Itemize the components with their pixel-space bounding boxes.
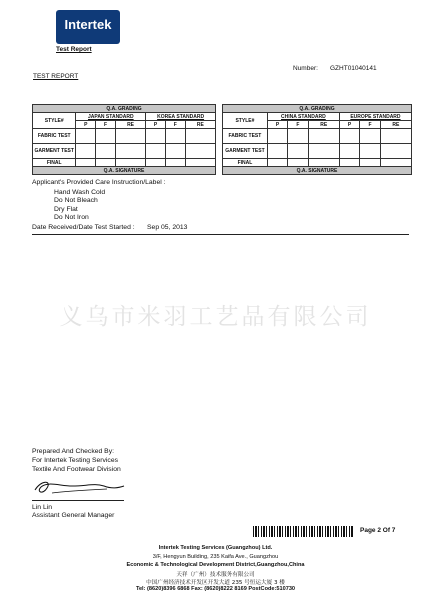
col-header: RE — [380, 121, 411, 129]
footer-address-1: 3/F, Hengyun Building, 235 Kaifa Ave., Guangzhou — [152, 554, 279, 560]
care-item: Do Not Iron — [54, 214, 89, 221]
col-header: RE — [185, 121, 215, 129]
qa-signature-label: Q.A. SIGNATURE — [223, 167, 412, 175]
col-header: RE — [308, 121, 339, 129]
grading-header: Q.A. GRADING — [223, 105, 412, 113]
signature-image — [32, 476, 127, 500]
report-title: TEST REPORT — [33, 73, 79, 80]
col-header: RE — [115, 121, 145, 129]
prepared-by-division: Textile And Footwear Division — [32, 466, 121, 473]
grading-header: Q.A. GRADING — [33, 105, 216, 113]
footer-chinese-address: 中国广州经济技术开发区开发大道 235 号恒运大厦 3 楼 — [146, 580, 285, 586]
test-report-label: Test Report — [56, 46, 92, 53]
logo-text: Intertek — [64, 17, 112, 32]
row-label: FABRIC TEST — [33, 129, 76, 144]
date-received-value: Sep 05, 2013 — [147, 224, 188, 231]
footer-chinese-company: 天祥（广州）技术服务有限公司 — [176, 572, 255, 578]
watermark-text: 义乌市米羽工艺品有限公司 — [59, 304, 372, 330]
row-label: GARMENT TEST — [223, 144, 268, 159]
prepared-by-org: For Intertek Testing Services — [32, 457, 119, 464]
standard-china: CHINA STANDARD — [267, 113, 339, 121]
signatory-name: Lin Lin — [32, 504, 53, 511]
section-divider — [32, 234, 409, 235]
care-item: Do Not Bleach — [54, 197, 98, 204]
care-item: Hand Wash Cold — [54, 189, 106, 196]
qa-signature-label: Q.A. SIGNATURE — [33, 167, 216, 175]
care-heading: Applicant's Provided Care Instruction/Label : — [32, 179, 166, 186]
col-header: F — [165, 121, 185, 129]
qa-grading-table-left — [32, 104, 216, 175]
footer-address-2: Economic & Technological Development District,Guangzhou,China — [126, 562, 305, 568]
prepared-by-label: Prepared And Checked By: — [32, 448, 114, 455]
style-label: STYLE# — [223, 113, 268, 129]
col-header: P — [339, 121, 359, 129]
row-label: FABRIC TEST — [223, 129, 268, 144]
standard-japan: JAPAN STANDARD — [76, 113, 146, 121]
page-number: Page 2 Of 7 — [360, 527, 396, 534]
col-header: P — [267, 121, 287, 129]
standard-korea: KOREA STANDARD — [146, 113, 216, 121]
qa-grading-table-right — [222, 104, 412, 175]
footer-contact: Tel: (8620)8396 6868 Fax: (8620)8222 8169 PostCode:510730 — [135, 586, 296, 592]
care-item: Dry Flat — [54, 206, 78, 213]
signatory-title: Assistant General Manager — [32, 512, 115, 519]
style-label: STYLE# — [33, 113, 76, 129]
date-received-label: Date Received/Date Test Started : — [32, 224, 135, 231]
report-number-label: Number: — [293, 65, 318, 72]
col-header: F — [96, 121, 116, 129]
standard-europe: EUROPE STANDARD — [339, 113, 411, 121]
footer-company: Intertek Testing Services (Guangzhou) Ltd. — [158, 545, 273, 551]
report-number-value: GZHT01040141 — [330, 65, 377, 72]
col-header: F — [288, 121, 308, 129]
col-header: F — [360, 121, 380, 129]
row-label: FINAL — [33, 159, 76, 167]
intertek-logo — [56, 10, 120, 44]
row-label: GARMENT TEST — [33, 144, 76, 159]
row-label: FINAL — [223, 159, 268, 167]
col-header: P — [76, 121, 96, 129]
col-header: P — [146, 121, 166, 129]
barcode-image — [253, 526, 353, 537]
signature-line — [32, 500, 124, 501]
